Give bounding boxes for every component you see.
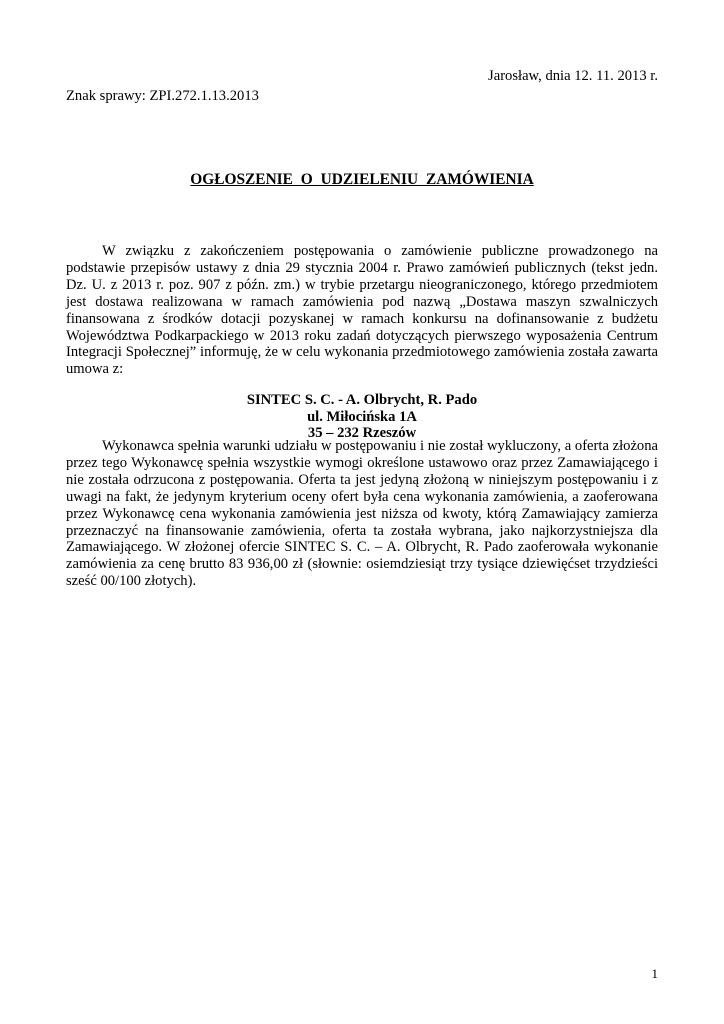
document-title: OGŁOSZENIE O UDZIELENIU ZAMÓWIENIA bbox=[190, 171, 534, 188]
contractor-name: SINTEC S. C. - A. Olbrycht, R. Pado bbox=[246, 392, 478, 408]
contractor-block bbox=[0, 392, 724, 442]
case-reference: Znak sprawy: ZPI.272.1.13.2013 bbox=[66, 88, 259, 104]
contractor-street: ul. Miłocińska 1A bbox=[307, 408, 417, 425]
page-number: 1 bbox=[651, 966, 658, 981]
paragraph-justification: Wykonawca spełnia warunki udziału w postępowaniu i nie został wykluczony, a oferta złożona przez tego Wykonawcę spełnia wszystkie wymogi określone ustawowo oraz przez Zamawiającego i nie została odrzucona z postępowania. Oferta ta jest jedyną złożoną w niniejszym postępowaniu i z uwagi na fakt, że jedynym kryterium oceny ofert była cena wykonania zamówienia, a zaoferowana przez Wykonawcę cena wykonania zamówienia jest niższa od kwoty, którą Zamawiający zamierza przeznaczyć na finansowanie zamówienia, oferta ta została wybrana, jako najkorzystniejsza dla Zamawiającego. W złożonej ofercie SINTEC S. C. – A. Olbrycht, R. Pado zaoferowała wykonanie zamówienia za cenę brutto 83 936,00 zł (słownie: osiemdziesiąt trzy tysiące dziewięćset trzydzieści sześć 00/100 złotych). bbox=[66, 438, 658, 590]
paragraph-intro: W związku z zakończeniem postępowania o zamówienie publiczne prowadzonego na podstawie przepisów ustawy z dnia 29 stycznia 2004 r. Prawo zamówień publicznych (tekst jedn. Dz. U. z 2013 r. poz. 907 z późn. zm.) w trybie przetargu nieograniczonego, którego przedmiotem jest dostawa realizowana w ramach zamówienia pod nazwą „Dostawa maszyn szwalniczych finansowana z środków dotacji pozyskanej w ramach konkursu na dofinansowanie z budżetu Województwa Podkarpackiego w 2013 roku zadań dotyczących pierwszego wyposażenia Centrum Integracji Społecznej” informuję, że w celu wykonania przedmiotowego zamówienia została zawarta umowa z: bbox=[66, 243, 658, 378]
contractor-city: 35 – 232 Rzeszów bbox=[307, 425, 417, 441]
place-date: Jarosław, dnia 12. 11. 2013 r. bbox=[488, 68, 658, 84]
